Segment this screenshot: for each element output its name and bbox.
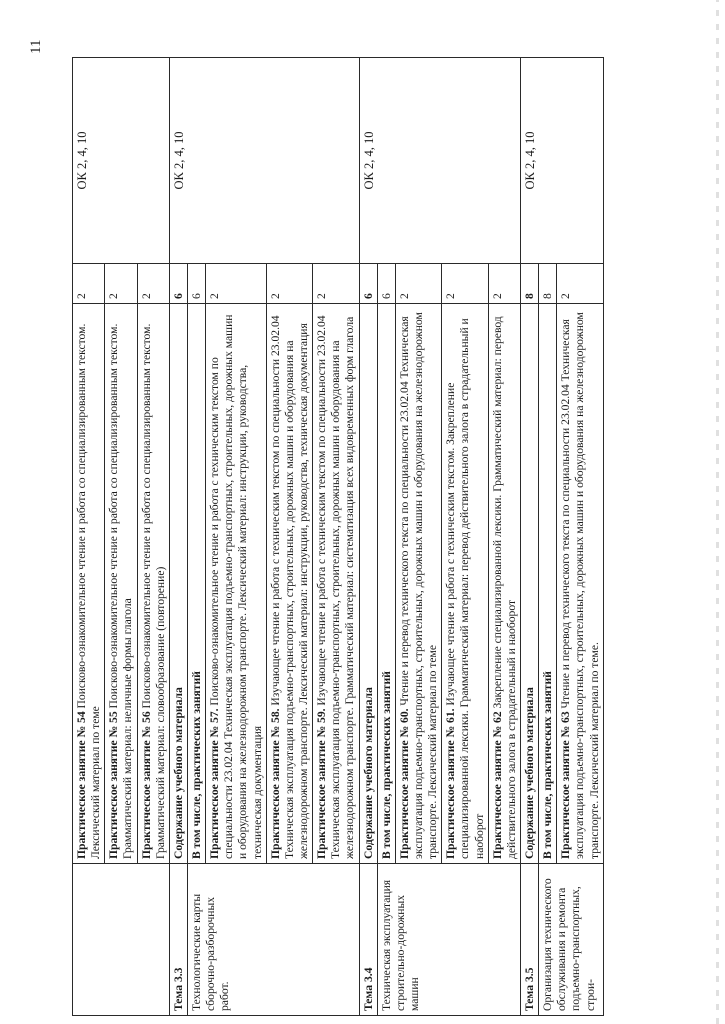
practice-title: Практическое занятие № 61.: [444, 708, 458, 859]
hours-cell: 8: [539, 264, 557, 304]
hours-cell: 2: [442, 264, 488, 304]
content-cell: [442, 304, 488, 864]
table-row: [520, 58, 538, 1016]
curriculum-table: [72, 57, 604, 1016]
content-cell: [488, 304, 520, 864]
hours-cell: 2: [313, 264, 359, 304]
practice-title: Практическое занятие № 56: [139, 711, 153, 859]
content-cell: [73, 304, 105, 864]
table-row: [359, 58, 377, 1016]
practice-title: Практическое занятие № 57.: [208, 708, 222, 859]
practice-title: Практическое занятие № 55: [107, 711, 121, 859]
practice-title: Практическое занятие № 58.: [268, 708, 282, 859]
included-label: В том числе, практических занятий: [377, 304, 395, 864]
hours-cell: 6: [359, 264, 377, 304]
page-number: 11: [28, 39, 44, 54]
table-row: [73, 58, 105, 1016]
content-cell: [206, 304, 267, 864]
content-cell: [105, 304, 137, 864]
practice-title: Практическое занятие № 62: [490, 711, 504, 859]
table-row: [169, 58, 187, 1016]
content-cell: [313, 304, 359, 864]
topic-title: Тема 3.4: [359, 864, 377, 1016]
content-label: Содержание учебного материала: [169, 304, 187, 864]
competency-cell: ОК 2, 4, 10: [359, 58, 520, 264]
content-cell: [266, 304, 312, 864]
content-cell: [395, 304, 441, 864]
topic-name: Организация технического обслуживания и ремонта подъемно-транспортных, строи-: [539, 864, 604, 1016]
content-cell: [557, 304, 603, 864]
practice-title: Практическое занятие № 59.: [315, 708, 329, 859]
hours-cell: 6: [377, 264, 395, 304]
hours-cell: 8: [520, 264, 538, 304]
practice-text: Чтение и перевод технического текста по специальности 23.02.04 Техническая эксплуатация подъемно-транспортных, строительных, дорожных машин и оборудования на железнодорожном транспорте. Лексический материал по теме: [397, 312, 440, 859]
competency-cell: ОК 2, 4, 10: [520, 58, 603, 264]
content-label: Содержание учебного материала: [520, 304, 538, 864]
topic-title: Тема 3.3: [169, 864, 187, 1016]
practice-text: Чтение и перевод технического текста по специальности 23.02.04 Техническая эксплуатация подъемно-транспортных, строительных, дорожных машин и оборудования на железнодорожном транспорте. Лексический материал по теме.: [559, 312, 601, 859]
included-label: В том числе, практических занятий: [539, 304, 557, 864]
practice-text: Поисково-ознакомительное чтение и работа с техническим текстом по специальности 23.02.04 Техническая эксплуатация подъемно-транспортных, строительных, дорожных машин и оборудования на железнодорожном транспорте. Лексический материал: инструкции, руководства, техническая документация: [208, 314, 264, 859]
practice-text: Поисково-ознакомительное чтение и работа со специализированным текстом. Грамматический материал: словообразование (повторение): [139, 323, 167, 859]
hours-cell: 2: [73, 264, 105, 304]
included-label: В том числе, практических занятий: [187, 304, 205, 864]
practice-title: Практическое занятие № 60.: [397, 708, 411, 859]
hours-cell: 6: [187, 264, 205, 304]
topic-cell: [73, 864, 170, 1016]
content-label: Содержание учебного материала: [359, 304, 377, 864]
practice-text: Закрепление специализированной лексики. Грамматический материал: перевод действительного залога в страдательный и наоборот: [490, 316, 518, 859]
competency-cell: ОК 2, 4, 10: [73, 58, 170, 264]
practice-text: Изучающее чтение и работа с техническим текстом по специальности 23.02.04 Техническая эксплуатация подъемно-транспортных, строительных, дорожных машин и оборудования на железнодорожном транспорте. Грамматический материал: систематизация всех видовременных форм глагола: [315, 315, 357, 859]
practice-title: Практическое занятие № 63: [559, 711, 573, 859]
topic-title: Тема 3.5: [520, 864, 538, 1016]
hours-cell: 6: [169, 264, 187, 304]
content-cell: [137, 304, 169, 864]
hours-cell: 2: [557, 264, 603, 304]
practice-title: Практическое занятие № 54: [75, 711, 88, 859]
hours-cell: 2: [488, 264, 520, 304]
topic-name: Техническая эксплуатация строительно-дорожных машин: [377, 864, 520, 1016]
practice-text: Поисково-ознакомительное чтение и работа со специализированным текстом. Грамматический материал: неличные формы глагола: [107, 323, 135, 859]
topic-name: Технологические карты сборочно-разборочных работ.: [187, 864, 359, 1016]
hours-cell: 2: [105, 264, 137, 304]
hours-cell: 2: [137, 264, 169, 304]
practice-text: Поисково-ознакомительное чтение и работа со специализированным текстом. Лексический материал по теме: [75, 323, 103, 859]
scan-edge-artifact: [716, 0, 719, 1024]
hours-cell: 2: [266, 264, 312, 304]
practice-text: Изучающее чтение и работа с техническим текстом. Закрепление специализированной лексики. Грамматический материал: перевод действительного залога в страдательный и наоборот: [444, 318, 486, 859]
hours-cell: 2: [206, 264, 267, 304]
hours-cell: 2: [395, 264, 441, 304]
practice-text: Изучающее чтение и работа с техническим текстом по специальности 23.02.04 Техническая эксплуатация подъемно-транспортных, строительных, дорожных машин и оборудования на железнодорожном транспорте. Лексический материал: инструкции, руководства, техническая документация: [268, 315, 310, 859]
competency-cell: ОК 2, 4, 10: [169, 58, 359, 264]
